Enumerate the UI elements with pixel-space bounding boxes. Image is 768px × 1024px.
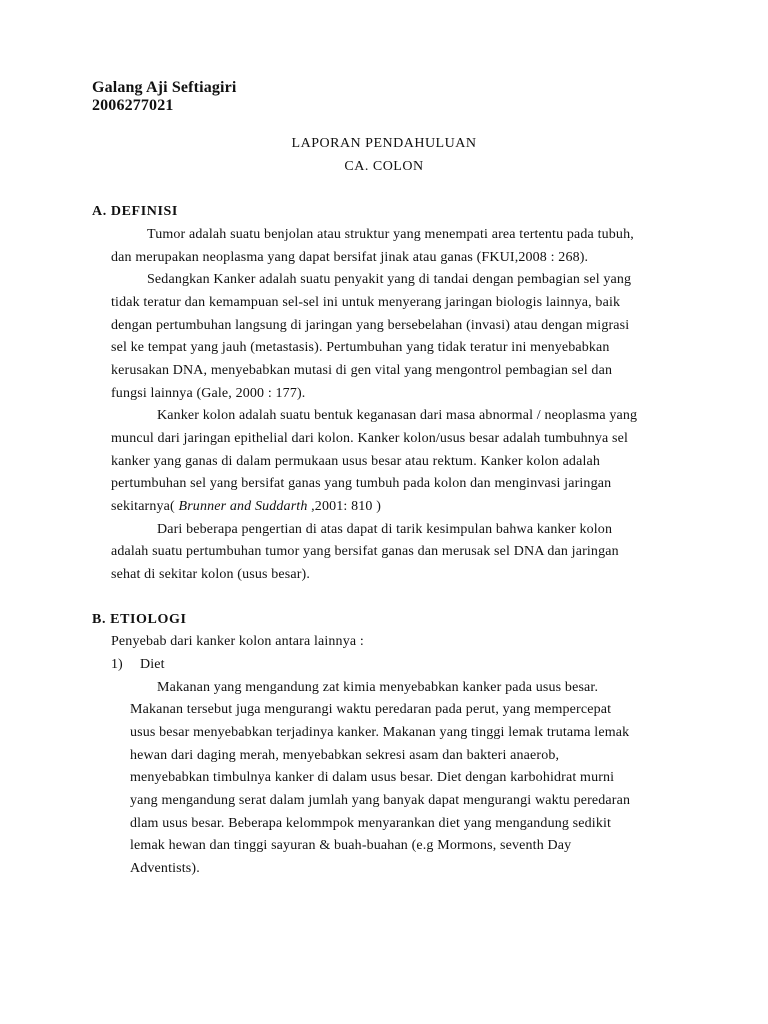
- section-a-p3-line-5: [111, 499, 381, 515]
- section-a-p2-line-5: kerusakan DNA, menyebabkan mutasi di gen vital yang mengontrol pembagian sel dan: [111, 363, 613, 378]
- diet-line-1: Makanan yang mengandung zat kimia menyebabkan kanker pada usus besar.: [157, 680, 599, 695]
- report-subtitle: CA. COLON: [344, 159, 424, 174]
- section-a-p4-line-2: adalah suatu pertumbuhan tumor yang bersifat ganas dan merusak sel DNA dan jaringan: [111, 544, 619, 559]
- section-a-p1-line-1: Tumor adalah suatu benjolan atau struktur yang menempati area tertentu pada tubuh,: [147, 227, 634, 242]
- section-a-p2-line-1: Sedangkan Kanker adalah suatu penyakit yang di tandai dengan pembagian sel yang: [147, 272, 632, 287]
- author-name: Galang Aji Seftiagiri: [92, 79, 237, 96]
- diet-line-2: Makanan tersebut juga mengurangi waktu peredaran pada perut, yang mempercepat: [130, 702, 612, 717]
- section-a-p4-line-1: Dari beberapa pengertian di atas dapat di tarik kesimpulan bahwa kanker kolon: [157, 522, 613, 537]
- citation-prefix: sekitarnya(: [111, 499, 175, 514]
- section-a-p4-line-3: sehat di sekitar kolon (usus besar).: [111, 567, 311, 582]
- section-a-p3-line-4: pertumbuhan sel yang bersifat ganas yang tumbuh pada kolon dan menginvasi jaringan: [111, 476, 612, 491]
- author-id: 2006277021: [92, 97, 174, 114]
- section-a-p2-line-4: sel ke tempat yang jauh (metastasis). Pertumbuhan yang tidak teratur ini menyebabkan: [111, 340, 610, 355]
- list-item-number: 1): [111, 657, 123, 672]
- section-a-p3-line-2: muncul dari jaringan epithelial dari kolon. Kanker kolon/usus besar adalah tumbuhnya sel: [111, 431, 629, 446]
- section-b-heading: B. ETIOLOGI: [92, 612, 187, 627]
- section-a-p1-line-2: dan merupakan neoplasma yang dapat bersifat jinak atau ganas (FKUI,2008 : 268).: [111, 250, 589, 265]
- section-a-p2-line-6: fungsi lainnya (Gale, 2000 : 177).: [111, 386, 306, 401]
- diet-line-5: menyebabkan timbulnya kanker di dalam usus besar. Diet dengan karbohidrat murni: [130, 770, 615, 785]
- section-a-p2-line-2: tidak teratur dan kemampuan sel-sel ini untuk menyerang jaringan biologis lainnya, baik: [111, 295, 621, 310]
- diet-line-6: yang mengandung serat dalam jumlah yang banyak dapat mengurangi waktu peredaran: [130, 793, 631, 808]
- diet-line-8: lemak hewan dan tinggi sayuran & buah-buahan (e.g Mormons, seventh Day: [130, 838, 572, 853]
- diet-line-7: dlam usus besar. Beberapa kelommpok menyarankan diet yang mengandung sedikit: [130, 816, 612, 831]
- section-b-intro: Penyebab dari kanker kolon antara lainnya :: [111, 634, 364, 649]
- citation-authors: Brunner and Suddarth: [174, 499, 308, 514]
- section-a-p3-line-1: Kanker kolon adalah suatu bentuk keganasan dari masa abnormal / neoplasma yang: [157, 408, 638, 423]
- report-title: LAPORAN PENDAHULUAN: [291, 136, 477, 151]
- diet-line-3: usus besar menyebabkan terjadinya kanker. Makanan yang tinggi lemak trutama lemak: [130, 725, 630, 740]
- citation-suffix: ,2001: 810 ): [307, 499, 382, 514]
- section-a-heading: A. DEFINISI: [92, 204, 178, 219]
- section-a-p2-line-3: dengan pertumbuhan langsung di jaringan yang bersebelahan (invasi) atau dengan migrasi: [111, 318, 630, 333]
- diet-line-9: Adventists).: [130, 861, 200, 876]
- list-item-title: Diet: [140, 657, 165, 672]
- diet-line-4: hewan dari daging merah, menyebabkan sekresi asam dan bakteri anaerob,: [130, 748, 560, 763]
- section-a-p3-line-3: kanker yang ganas di dalam permukaan usus besar atau rektum. Kanker kolon adalah: [111, 454, 600, 469]
